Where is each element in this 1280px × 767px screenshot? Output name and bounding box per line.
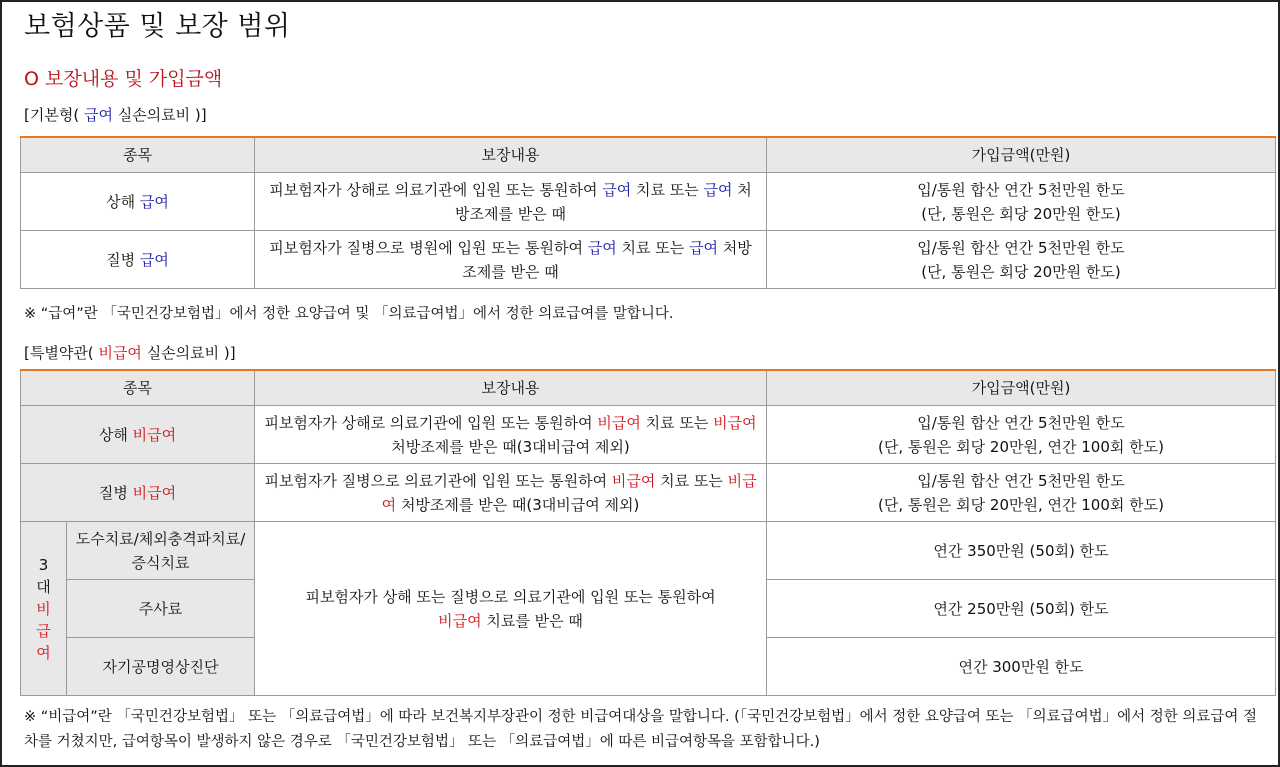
three-item-cell: 도수치료/체외충격파치료/증식치료 (67, 522, 255, 580)
special-coverage-table (20, 369, 1276, 696)
label-prefix: [기본형( (24, 106, 84, 124)
label-prefix: [특별약관( (24, 344, 99, 362)
three-amount-cell: 연간 250만원 (50회) 한도 (767, 580, 1276, 638)
section-heading: O 보장내용 및 가입금액 (24, 68, 223, 90)
header-amount: 가입금액(만원) (767, 137, 1276, 173)
special-type-label (24, 342, 236, 363)
table-row (21, 464, 1276, 522)
three-amount-cell: 연간 350만원 (50회) 한도 (767, 522, 1276, 580)
table-row (21, 522, 1276, 580)
amount-cell: 입/통원 합산 연간 5천만원 한도 (단, 통원은 회당 20만원 한도) (767, 231, 1276, 289)
basic-coverage-table (20, 136, 1276, 289)
three-noncovered-label: 3 대 비 급 여 (21, 522, 67, 696)
amount-cell: 입/통원 합산 연간 5천만원 한도 (단, 통원은 회당 20만원, 연간 100회 한도) (767, 464, 1276, 522)
label-highlight: 급여 (83, 106, 113, 124)
special-note: ※ “비급여”란 「국민건강보험법」 또는 「의료급여법」에 따라 보건복지부장관이 정한 비급여대상을 말합니다. (「국민건강보험법」에서 정한 요양급여 또는 「의료급여법」에서 정한 의료급여 절차를 거쳤지만, 급여항목이 발생하지 않은 경우로 「국민건강보험법」 또는 「의료급여법」에 따른 비급여항목을 포함합니다.) (24, 709, 1258, 750)
amount-cell: 입/통원 합산 연간 5천만원 한도 (단, 통원은 회당 20만원 한도) (767, 173, 1276, 231)
coverage-cell: 피보험자가 상해로 의료기관에 입원 또는 통원하여 비급여 치료 또는 비급여 처방조제를 받은 때(3대비급여 제외) (255, 406, 767, 464)
header-coverage: 보장내용 (255, 137, 767, 173)
header-coverage: 보장내용 (255, 370, 767, 406)
header-item: 종목 (21, 370, 255, 406)
label-highlight: 비급여 (98, 344, 142, 362)
basic-note: ※ “급여”란 「국민건강보험법」에서 정한 요양급여 및 「의료급여법」에서 정한 의료급여를 말합니다. (24, 306, 674, 322)
table-row (21, 173, 1276, 231)
item-cell: 질병 비급여 (21, 464, 255, 522)
label-suffix: 실손의료비 )] (141, 344, 236, 362)
label-suffix: 실손의료비 )] (112, 106, 207, 124)
header-item: 종목 (21, 137, 255, 173)
basic-type-label (24, 104, 207, 125)
amount-cell: 입/통원 합산 연간 5천만원 한도 (단, 통원은 회당 20만원, 연간 100회 한도) (767, 406, 1276, 464)
item-cell: 질병 급여 (21, 231, 255, 289)
coverage-cell: 피보험자가 질병으로 병원에 입원 또는 통원하여 급여 치료 또는 급여 처방조제를 받은 때 (255, 231, 767, 289)
table-row (21, 406, 1276, 464)
three-item-cell: 자기공명영상진단 (67, 638, 255, 696)
coverage-cell: 피보험자가 질병으로 의료기관에 입원 또는 통원하여 비급여 치료 또는 비급여 처방조제를 받은 때(3대비급여 제외) (255, 464, 767, 522)
item-cell: 상해 급여 (21, 173, 255, 231)
coverage-cell: 피보험자가 상해로 의료기관에 입원 또는 통원하여 급여 치료 또는 급여 처방조제를 받은 때 (255, 173, 767, 231)
header-amount: 가입금액(만원) (767, 370, 1276, 406)
three-coverage-cell: 피보험자가 상해 또는 질병으로 의료기관에 입원 또는 통원하여 비급여 치료를 받은 때 (255, 522, 767, 696)
three-item-cell: 주사료 (67, 580, 255, 638)
item-cell: 상해 비급여 (21, 406, 255, 464)
page-title: 보험상품 및 보장 범위 (24, 11, 291, 42)
three-amount-cell: 연간 300만원 한도 (767, 638, 1276, 696)
table-row (21, 231, 1276, 289)
